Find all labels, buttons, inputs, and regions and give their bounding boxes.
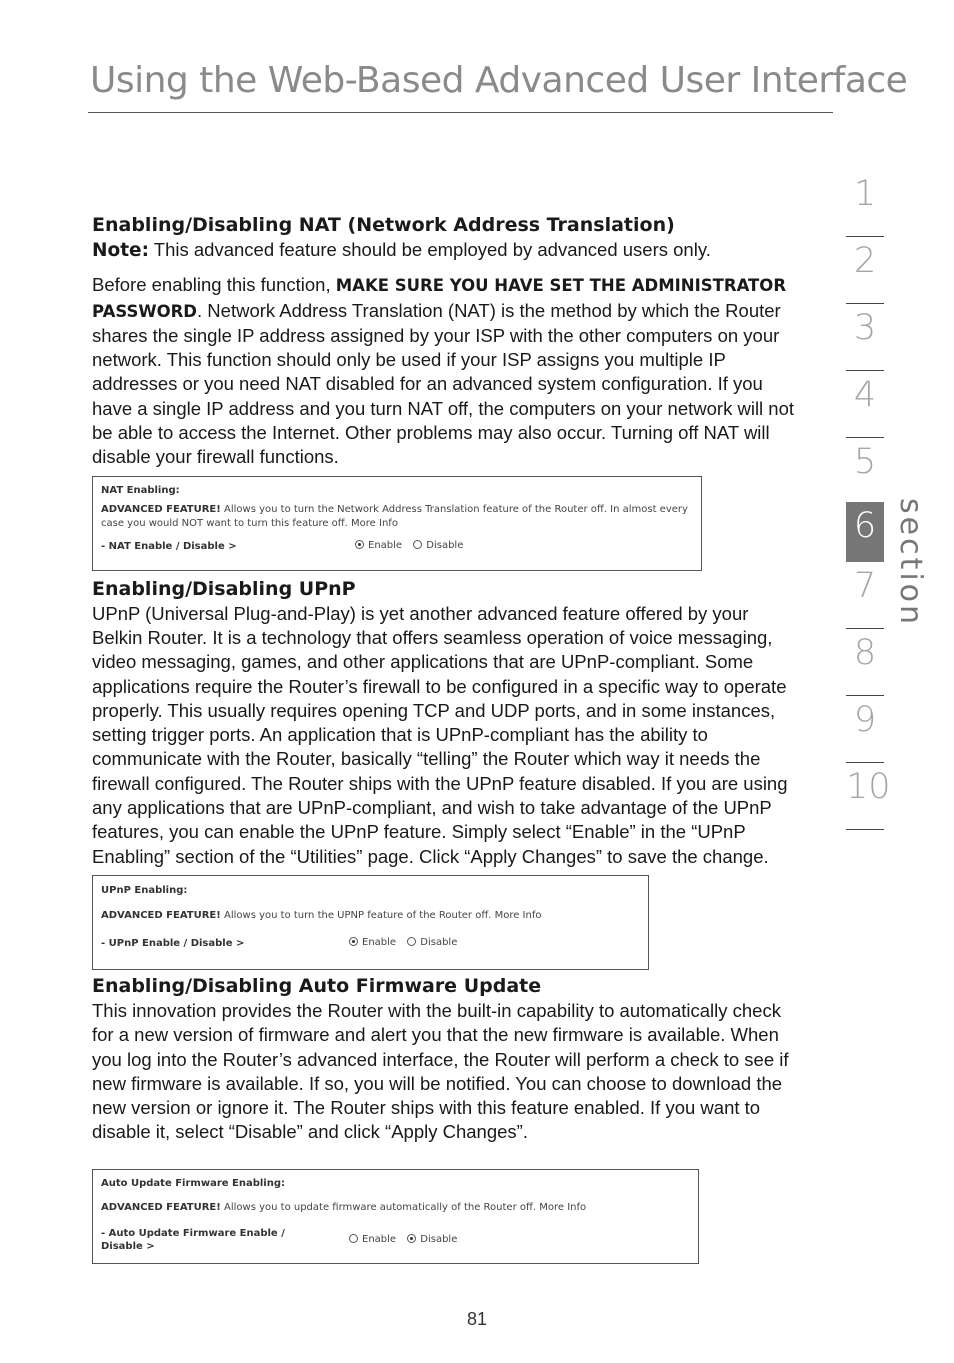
- nat-body-rest: . Network Address Translation (NAT) is the method by which the Router shares the single IP address assigned by your ISP with the other computers on your network. This function should only be used if your ISP assigns you multiple IP addresses or you need NAT disabled for an advanced system configuration. If you have a single IP address and you turn NAT off, the computers on your network will not be able to access the Internet. Other problems may also occur. Turning off NAT will disable your firewall functions.: [92, 299, 795, 468]
- section-label: section: [893, 498, 928, 628]
- nat-enable-radio[interactable]: [355, 540, 364, 549]
- firmware-enable-label: Enable: [362, 1233, 397, 1245]
- main-content: [92, 212, 807, 1264]
- upnp-shot-field-label: - UPnP Enable / Disable >: [101, 937, 245, 949]
- nat-shot-advanced: [101, 503, 691, 531]
- firmware-enable-radio[interactable]: [349, 1234, 358, 1243]
- section-item-8[interactable]: [846, 629, 884, 696]
- nat-enable-label: Enable: [368, 539, 403, 551]
- section-number: 10: [846, 767, 891, 807]
- section-number: 3: [853, 308, 877, 348]
- nat-shot-adv-text: Allows you to turn the Network Address Translation feature of the Router off. In almost every case you would NOT want to turn this feature off. More Info: [101, 503, 688, 529]
- nat-body-prefix: Before enabling this function,: [92, 274, 336, 296]
- section-number: 6: [853, 506, 877, 546]
- upnp-shot-adv-label: ADVANCED FEATURE!: [101, 909, 221, 921]
- section-rule: [846, 829, 884, 830]
- section-number: 2: [853, 241, 877, 281]
- firmware-shot-field-label-1: - Auto Update Firmware Enable /: [101, 1227, 285, 1239]
- nat-disable-label: Disable: [426, 539, 464, 551]
- firmware-shot-title: Auto Update Firmware Enabling:: [101, 1177, 285, 1189]
- nat-heading: Enabling/Disabling NAT (Network Address Translation): [92, 214, 675, 236]
- upnp-disable-radio[interactable]: [407, 937, 416, 946]
- upnp-shot-adv-text: Allows you to turn the UPNP feature of the Router off. More Info: [220, 909, 542, 921]
- section-item-6[interactable]: [846, 502, 884, 562]
- firmware-disable-radio[interactable]: [407, 1234, 416, 1243]
- upnp-body: UPnP (Universal Plug-and-Play) is yet another advanced feature offered by your Belkin Router. It is a technology that offers seamless operation of voice messaging, video messaging, games, and other applications that are UPnP-compliant. Some applications require the Router’s firewall to be configured in a specific way to operate properly. This usually requires opening TCP and UDP ports, and in some instances, setting trigger ports. An application that is UPnP-compliant has the ability to communicate with the Router, basically “telling” the Router which way it needs the firewall configured. The Router ships with the UPnP feature disabled. If you are using any applications that are UPnP-compliant, and wish to take advantage of the UPnP features, you can enable the UPnP feature. Simply select “Enable” in the “UPnP Enabling” section of the “Utilities” page. Click “Apply Changes” to save the change.: [92, 602, 788, 867]
- upnp-shot-advanced: [101, 910, 541, 921]
- section-item-1[interactable]: [846, 170, 884, 237]
- header-rule: [88, 112, 833, 113]
- nat-body: [92, 273, 802, 469]
- upnp-shot-title: UPnP Enabling:: [101, 884, 188, 896]
- firmware-shot-radios: [349, 1234, 457, 1245]
- upnp-screenshot: [92, 875, 649, 970]
- section-item-3[interactable]: [846, 304, 884, 371]
- page-header-title: Using the Web-Based Advanced User Interface: [90, 60, 908, 101]
- upnp-heading: Enabling/Disabling UPnP: [92, 577, 356, 600]
- section-item-2[interactable]: [846, 237, 884, 304]
- upnp-disable-label: Disable: [420, 936, 458, 948]
- firmware-shot-adv-label: ADVANCED FEATURE!: [101, 1201, 221, 1213]
- section-item-10[interactable]: [846, 763, 891, 830]
- nat-note: [92, 238, 807, 263]
- firmware-shot-field-label-2: Disable >: [101, 1240, 155, 1252]
- nat-shot-title: NAT Enabling:: [101, 484, 180, 496]
- nat-disable-radio[interactable]: [413, 540, 422, 549]
- section-number: 1: [853, 174, 877, 214]
- page-number: 81: [466, 1309, 488, 1329]
- upnp-shot-radios: [349, 937, 457, 948]
- section-item-9[interactable]: [846, 696, 884, 763]
- section-number: 4: [853, 375, 877, 415]
- section-number: 8: [853, 633, 877, 673]
- nat-screenshot: [92, 476, 702, 571]
- firmware-shot-advanced: [101, 1202, 586, 1213]
- section-number: 7: [853, 566, 877, 606]
- section-item-4[interactable]: [846, 371, 884, 438]
- nat-shot-radios: [355, 540, 463, 551]
- nat-shot-adv-label: ADVANCED FEATURE!: [101, 503, 221, 515]
- firmware-shot-adv-text: Allows you to update firmware automatically of the Router off. More Info: [220, 1201, 587, 1213]
- nat-body-caps: MAKE SURE YOU HAVE SET THE ADMINISTRATOR PASSWORD: [92, 276, 787, 321]
- firmware-heading: Enabling/Disabling Auto Firmware Update: [92, 974, 542, 997]
- note-label: Note:: [92, 240, 149, 261]
- firmware-body: This innovation provides the Router with the built-in capability to automatically check for a new version of firmware and alert you that the new firmware is available. When you log into the Router’s advanced interface, the Router will perform a check to see if new firmware is available. If so, you will be notified. You can choose to download the new version or ignore it. The Router ships with this feature enabled. If you want to disable it, select “Disable” and click “Apply Changes”.: [92, 999, 789, 1143]
- section-item-7[interactable]: [846, 562, 884, 629]
- section-number: 5: [853, 442, 877, 482]
- upnp-enable-label: Enable: [362, 936, 397, 948]
- section-item-5[interactable]: [846, 438, 884, 505]
- nat-shot-field-label: - NAT Enable / Disable >: [101, 540, 237, 552]
- section-number: 9: [853, 700, 877, 740]
- upnp-enable-radio[interactable]: [349, 937, 358, 946]
- firmware-screenshot: [92, 1169, 699, 1264]
- firmware-disable-label: Disable: [420, 1233, 458, 1245]
- note-text: This advanced feature should be employed by advanced users only.: [148, 239, 711, 260]
